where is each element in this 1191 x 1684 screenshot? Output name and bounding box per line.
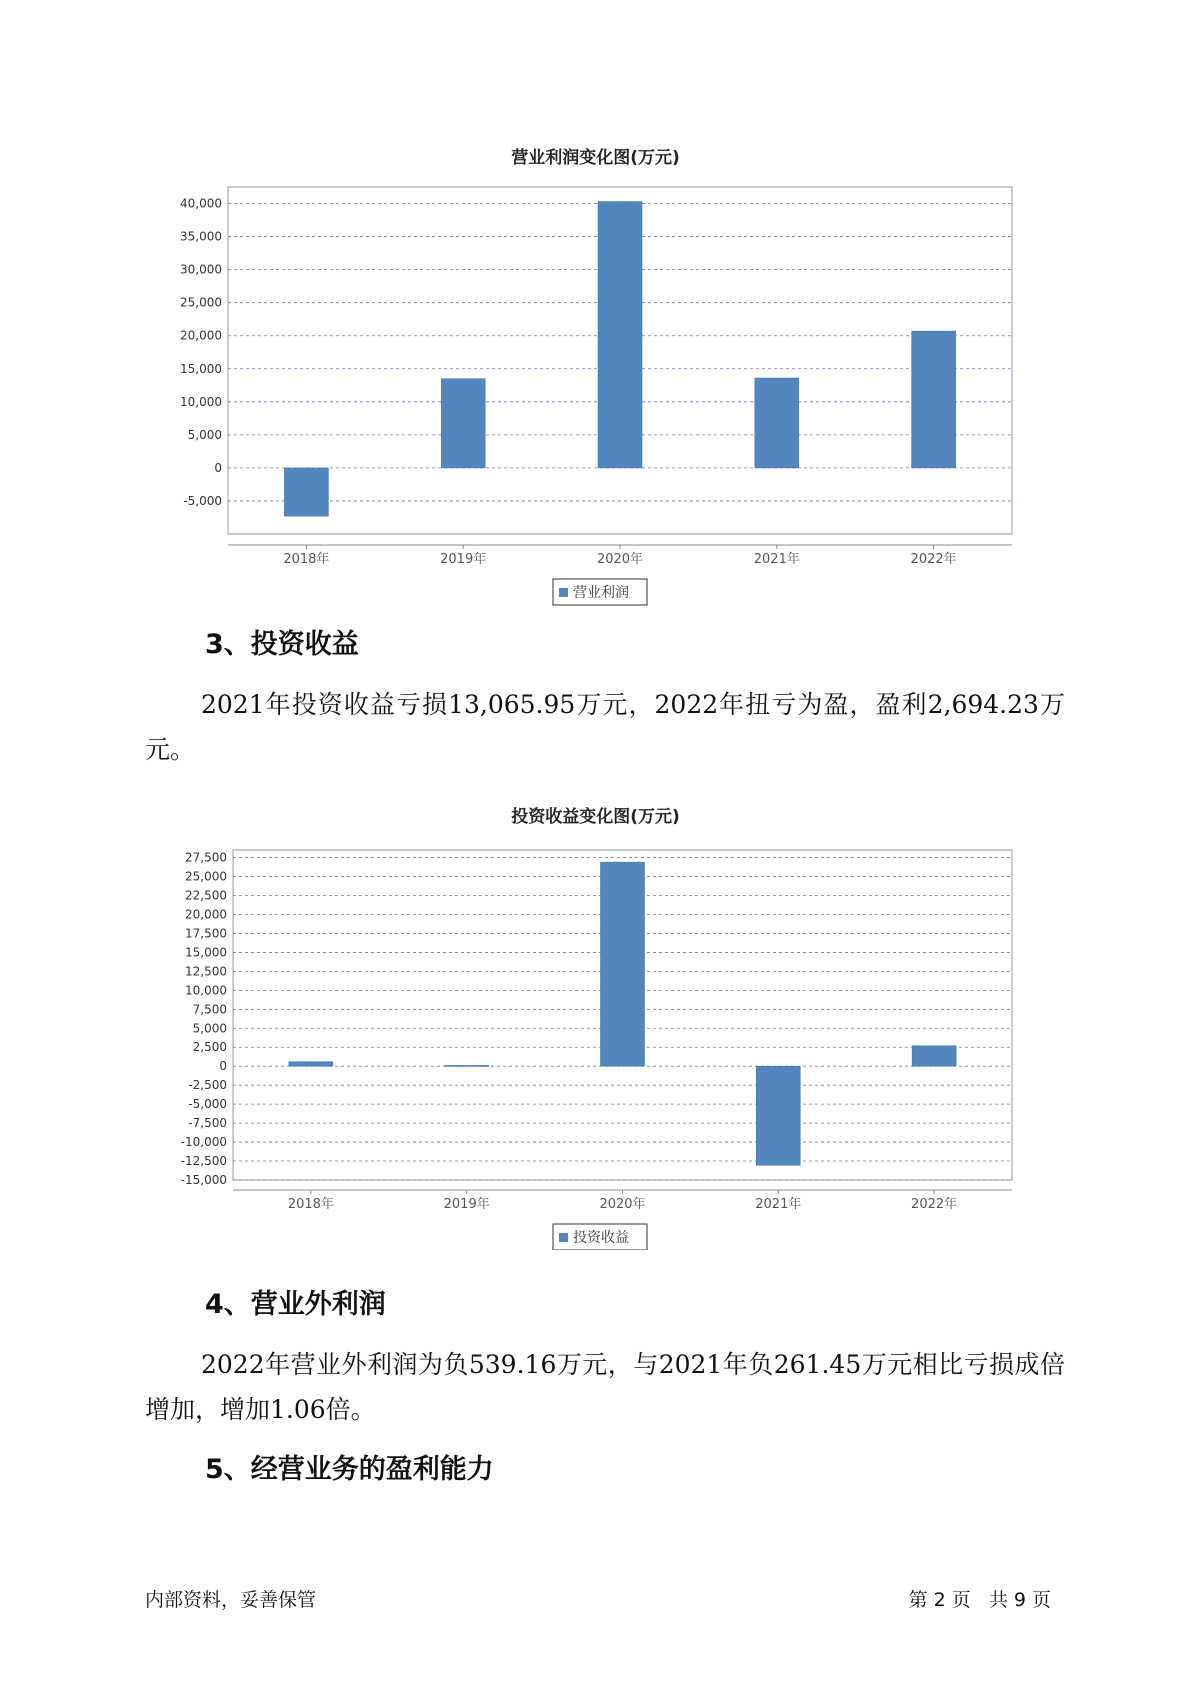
chart2-title: 投资收益变化图(万元) [511, 807, 680, 827]
x-tick-label: 2019年 [440, 552, 487, 567]
bar-2022年 [912, 1046, 956, 1066]
footer-page-number: 第 2 页 共 9 页 [908, 1589, 1051, 1611]
bar-2019年 [441, 379, 485, 468]
y-tick-label: 5,000 [187, 427, 222, 442]
y-tick-label: -10,000 [180, 1135, 227, 1150]
bar-2022年 [912, 331, 956, 468]
y-tick-label: 0 [219, 1059, 227, 1074]
legend-swatch [559, 588, 568, 597]
legend-label: 投资收益 [573, 1230, 629, 1246]
legend-swatch [559, 1233, 568, 1242]
y-tick-label: 22,500 [185, 888, 227, 903]
section5-heading: 5、经营业务的盈利能力 [205, 1454, 494, 1485]
y-tick-label: -15,000 [180, 1173, 227, 1187]
section3-heading: 3、投资收益 [205, 629, 359, 660]
y-tick-label: 35,000 [180, 229, 222, 244]
y-tick-label: 0 [214, 460, 222, 475]
y-tick-label: 17,500 [185, 926, 227, 941]
y-tick-label: 15,000 [180, 361, 222, 376]
y-tick-label: 2,500 [192, 1040, 227, 1055]
bar-2021年 [755, 378, 799, 468]
bar-2020年 [598, 202, 642, 468]
legend-label: 营业利润 [573, 585, 629, 601]
y-tick-label: 5,000 [192, 1021, 227, 1036]
y-tick-label: 25,000 [185, 869, 227, 884]
y-tick-label: 20,000 [185, 907, 227, 922]
bar-2018年 [284, 468, 328, 516]
section4-paragraph: 2022年营业外利润为负539.16万元，与2021年负261.45万元相比亏损成倍增加，增加1.06倍。 [145, 1350, 1065, 1424]
y-tick-label: 10,000 [180, 394, 222, 409]
section3-paragraph: 2021年投资收益亏损13,065.95万元，2022年扭亏为盈，盈利2,694.23万元。 [145, 690, 1065, 764]
chart1-title: 营业利润变化图(万元) [511, 148, 680, 168]
investment-income-chart [0, 830, 1191, 1250]
y-tick-label: 27,500 [185, 850, 227, 865]
y-tick-label: -2,500 [188, 1078, 227, 1093]
bar-2019年 [445, 1065, 489, 1066]
bar-2021年 [756, 1066, 800, 1165]
x-tick-label: 2022年 [911, 1197, 958, 1212]
y-tick-label: -5,000 [183, 493, 222, 508]
section4-heading: 4、营业外利润 [205, 1289, 386, 1320]
y-tick-label: 30,000 [180, 262, 222, 277]
x-tick-label: 2022年 [910, 552, 957, 567]
y-tick-label: 12,500 [185, 964, 227, 979]
y-tick-label: -5,000 [188, 1097, 227, 1112]
y-tick-label: -12,500 [180, 1154, 227, 1169]
x-tick-label: 2020年 [596, 552, 644, 567]
x-tick-label: 2021年 [753, 552, 800, 567]
x-tick-label: 2018年 [283, 552, 330, 567]
x-tick-label: 2018年 [287, 1197, 334, 1212]
bar-2018年 [289, 1062, 333, 1067]
y-tick-label: 15,000 [185, 945, 227, 960]
y-tick-label: 25,000 [180, 295, 222, 310]
x-tick-label: 2021年 [755, 1197, 802, 1212]
bar-2020年 [601, 862, 645, 1066]
operating-profit-chart [0, 170, 1191, 610]
y-tick-label: 10,000 [185, 983, 227, 998]
x-tick-label: 2019年 [443, 1197, 490, 1212]
x-tick-label: 2020年 [599, 1197, 646, 1212]
y-tick-label: 7,500 [192, 1002, 227, 1017]
y-tick-label: 20,000 [180, 328, 222, 343]
footer-confidential: 内部资料，妥善保管 [145, 1589, 317, 1611]
y-tick-label: -7,500 [188, 1116, 227, 1131]
y-tick-label: 40,000 [180, 196, 222, 211]
